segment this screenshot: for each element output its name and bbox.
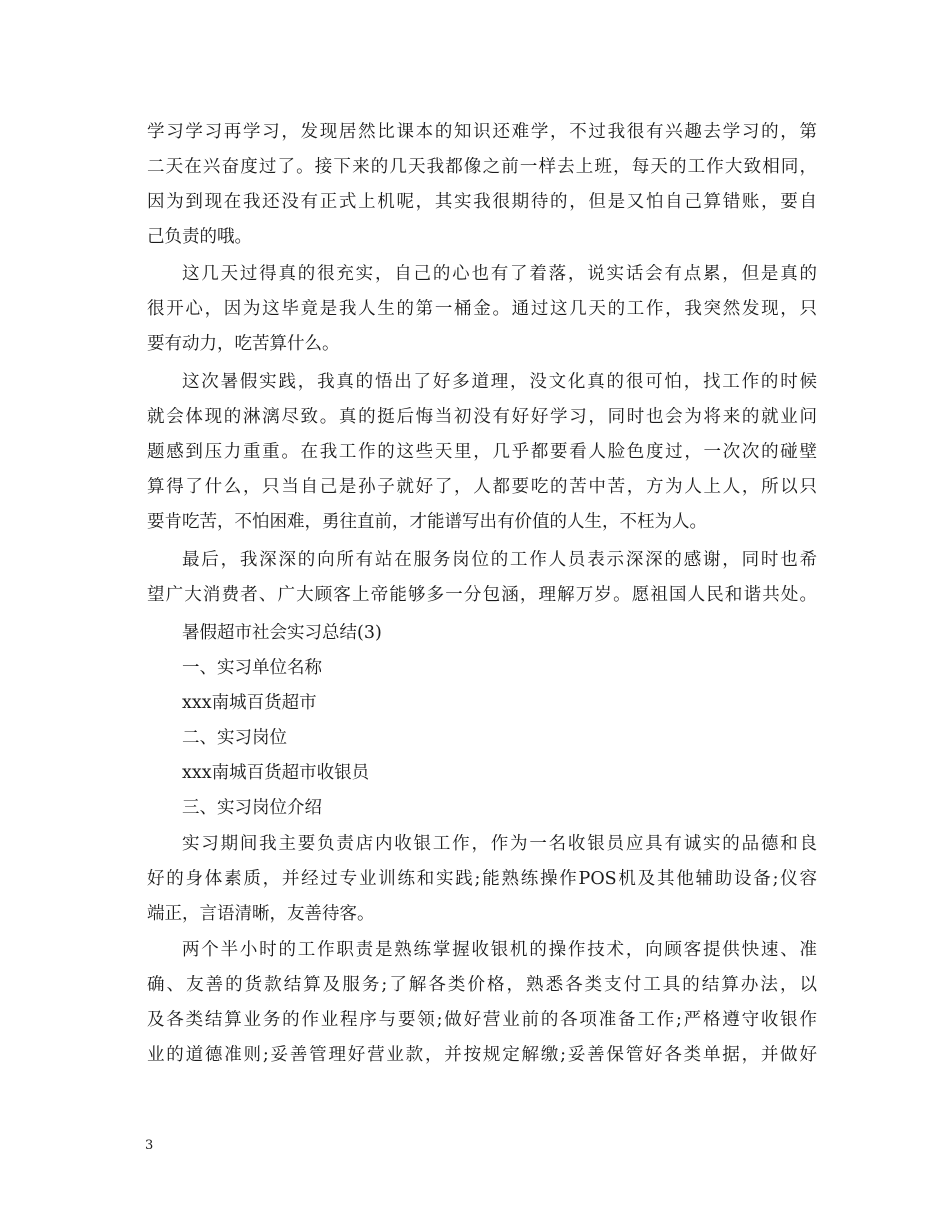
text-line: 题感到压力重重。在我工作的这些天里，几乎都要看人脸色度过，一次次的碰壁 — [147, 442, 817, 462]
page-number: 3 — [145, 1138, 154, 1153]
text-line: 很开心，因为这毕竟是我人生的第一桶金。通过这几天的工作，我突然发现，只 — [147, 299, 817, 319]
heading-unit-name: 一、实习单位名称 — [182, 658, 322, 678]
text-line: 望广大消费者、广大顾客上帝能够多一分包涵，理解万岁。愿祖国人民和谐共处。 — [147, 585, 817, 605]
position-value: xxx南城百货超市收银员 — [182, 763, 370, 783]
text-line: 算得了什么，只当自己是孙子就好了，人都要吃的苦中苦，方为人上人，所以只 — [147, 477, 817, 497]
text-line: 端正，言语清晰，友善待客。 — [147, 904, 375, 924]
section-title: 暑假超市社会实习总结(3) — [182, 623, 382, 643]
text-line: 及各类结算业务的作业程序与要领;做好营业前的各项准备工作;严格遵守收银作 — [147, 1010, 817, 1030]
paragraph-first-line: 最后，我深深的向所有站在服务岗位的工作人员表示深深的感谢，同时也希 — [182, 550, 817, 570]
paragraph-first-line: 这几天过得真的很充实，自己的心也有了着落，说实话会有点累，但是真的 — [182, 264, 817, 284]
text-line: 好的身体素质，并经过专业训练和实践;能熟练操作POS机及其他辅助设备;仪容 — [147, 869, 817, 889]
paragraph-first-line: 这次暑假实践，我真的悟出了好多道理，没文化真的很可怕，找工作的时候 — [182, 372, 817, 392]
heading-position: 二、实习岗位 — [182, 728, 287, 748]
text-line: 业的道德准则;妥善管理好营业款，并按规定解缴;妥善保管好各类单据，并做好 — [147, 1045, 817, 1065]
heading-position-intro: 三、实习岗位介绍 — [182, 798, 322, 818]
text-line: 学习学习再学习，发现居然比课本的知识还难学，不过我很有兴趣去学习的，第 — [147, 122, 817, 142]
text-line: 就会体现的淋漓尽致。真的挺后悔当初没有好好学习，同时也会为将来的就业问 — [147, 407, 817, 427]
paragraph-first-line: 实习期间我主要负责店内收银工作，作为一名收银员应具有诚实的品德和良 — [182, 834, 817, 854]
text-line: 要有动力，吃苦算什么。 — [147, 334, 340, 354]
text-line: 要肯吃苦，不怕困难，勇往直前，才能谱写出有价值的人生，不枉为人。 — [147, 512, 707, 532]
paragraph-first-line: 两个半小时的工作职责是熟练掌握收银机的操作技术，向顾客提供快速、准 — [182, 940, 817, 960]
text-line: 二天在兴奋度过了。接下来的几天我都像之前一样去上班，每天的工作大致相同， — [147, 157, 817, 177]
text-line: 确、友善的货款结算及服务;了解各类价格，熟悉各类支付工具的结算办法，以 — [147, 975, 817, 995]
text-line: 己负责的哦。 — [147, 227, 252, 247]
text-line: 因为到现在我还没有正式上机呢，其实我很期待的，但是又怕自己算错账，要自 — [147, 192, 817, 212]
unit-name-value: xxx南城百货超市 — [182, 693, 317, 713]
